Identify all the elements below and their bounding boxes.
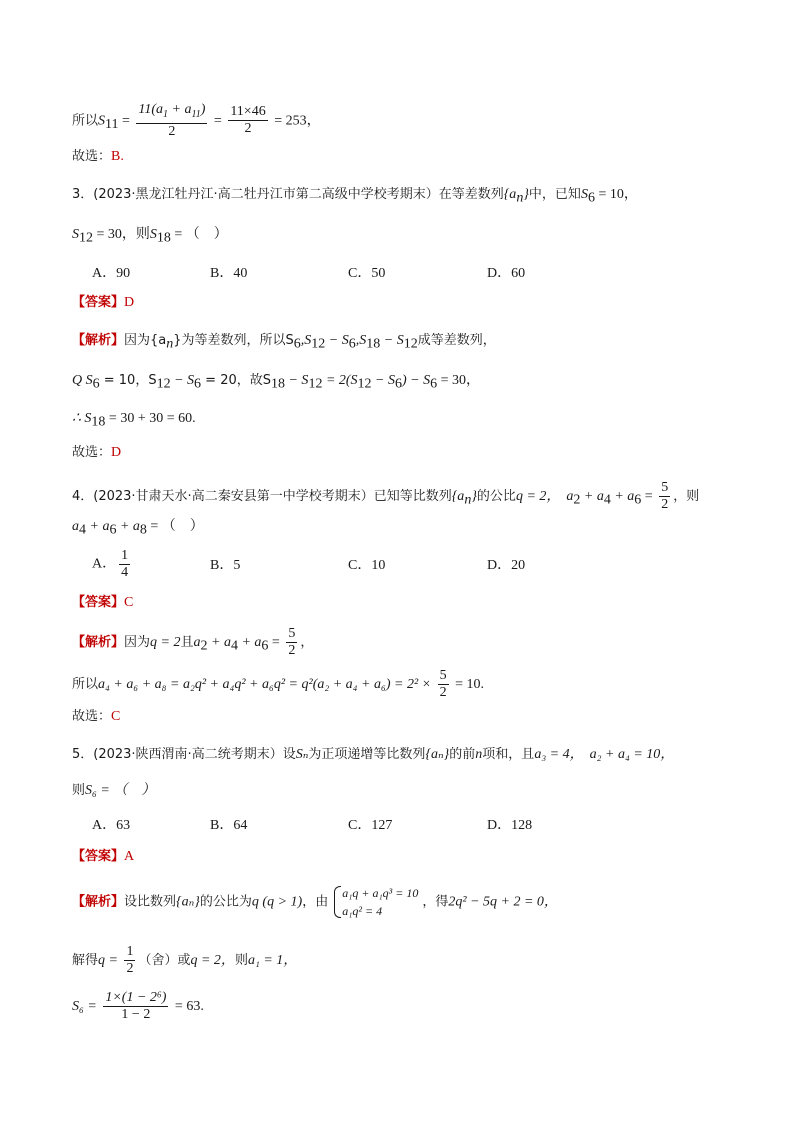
step-c: − S xyxy=(170,373,195,388)
step-d: = 20，故S xyxy=(201,373,271,388)
analysis-s6: 6 xyxy=(293,336,301,352)
analysis-text6: − S xyxy=(380,333,404,348)
q5-final-sum xyxy=(72,990,204,1023)
step-h: ) − S xyxy=(402,373,431,388)
solve-label: 解得 xyxy=(72,953,99,968)
analysis-text2: 的公比为 xyxy=(199,894,252,910)
seq-sub: n xyxy=(464,492,472,508)
analysis-text7: 成等差数列， xyxy=(417,333,496,348)
analysis-sub: n xyxy=(166,336,174,352)
analysis-label: 【解析】 xyxy=(72,894,125,910)
ratio-q: q = 2， xyxy=(515,489,561,504)
analysis-text5: ,S xyxy=(355,333,367,348)
option-a-fraction xyxy=(119,548,130,581)
q4-option-c: C．10 xyxy=(348,558,386,573)
fraction-5-2 xyxy=(659,480,670,513)
q4-answer xyxy=(72,592,133,613)
cond-s: S xyxy=(580,187,588,202)
q3-analysis xyxy=(72,330,496,355)
equation-2: a₁q² = 4 xyxy=(342,904,383,918)
frac-bottom: 2 xyxy=(661,497,669,512)
analysis-text4: − S xyxy=(325,333,349,348)
cond-p2: + a xyxy=(610,489,635,504)
analysis-text: 因为 xyxy=(124,635,151,650)
math-s: S xyxy=(98,113,106,129)
step-f: = 2(S xyxy=(322,373,358,388)
then-label: 则 xyxy=(72,783,86,798)
step-math: a₄ + a₆ + a₈ = a₂q² + a₄q² + a₆q² = q²(a₂ + a₄ + a₆) = 2² × xyxy=(98,677,435,692)
sum-sub1: 4 xyxy=(79,522,86,538)
q4-option-b: B．5 xyxy=(210,558,241,573)
question-blank: S₆ = （ ） xyxy=(85,783,156,798)
q4-option-a xyxy=(92,548,133,581)
q3-step1 xyxy=(72,370,480,395)
analysis-sub1: 2 xyxy=(200,638,208,654)
q5-option-c: C．127 xyxy=(348,818,393,833)
q5-option-b: B．64 xyxy=(210,818,248,833)
analysis-text: 因为{a xyxy=(124,333,167,348)
cond-a3: a₃ = 4， xyxy=(534,747,584,762)
question-5-mid2: 的前 xyxy=(449,747,476,762)
analysis-s6b: 6 xyxy=(348,336,356,352)
question-blank: = （ ） xyxy=(146,519,204,534)
choose-label: 故选： xyxy=(72,445,112,460)
question-3-head xyxy=(72,184,638,209)
n-var: n xyxy=(475,747,483,762)
solve-q2: q = 2， xyxy=(190,953,235,968)
cond-sub1: 2 xyxy=(573,492,581,508)
step-sub7: 6 xyxy=(395,376,402,392)
answer-value: C xyxy=(124,595,134,610)
question-3-source: 3．(2023·黑龙江牡丹江·高二牡丹江市第二高级中学校考期末）在等差数列 xyxy=(72,187,504,202)
q3-option-c: C．50 xyxy=(348,266,386,281)
therefore-s: ∴ S xyxy=(72,411,92,426)
frac-top: 1 xyxy=(121,548,129,563)
analysis-label: 【解析】 xyxy=(72,333,125,348)
analysis-a: a xyxy=(193,635,201,650)
solve-a1: a₁ = 1， xyxy=(247,953,298,968)
cond-sub3: 6 xyxy=(634,492,642,508)
q3-step2 xyxy=(72,408,196,433)
question-blank: = （ ） xyxy=(170,227,228,242)
analysis-q: q = 2 xyxy=(150,635,181,650)
question-4-mid: 的公比 xyxy=(476,489,516,504)
equation-system xyxy=(332,884,418,920)
seq-end: } xyxy=(471,489,477,504)
question-3-line2 xyxy=(72,224,228,249)
s12-sub: 12 xyxy=(79,230,93,246)
seq-notation: {aₙ} xyxy=(425,747,450,762)
analysis-seq: {aₙ} xyxy=(176,894,200,910)
question-5-mid: 为正项递增等比数列 xyxy=(308,747,426,762)
step-a: Q S xyxy=(72,373,93,388)
frac-top: 1 xyxy=(126,944,134,959)
sum-sub2: 6 xyxy=(109,522,117,538)
solution-line-s11 xyxy=(72,102,321,140)
q5-solve xyxy=(72,944,297,977)
step-sub6: 12 xyxy=(357,376,372,392)
question-5-mid3: 项和，且 xyxy=(482,747,535,762)
step-sub2: 12 xyxy=(156,376,171,392)
analysis-q: q (q > 1) xyxy=(251,894,303,910)
solve-then: 则 xyxy=(234,953,248,968)
math-result: = 253， xyxy=(270,113,321,129)
cond-a2a4: a₂ + a₄ = 10， xyxy=(589,747,675,762)
analysis-text: 设比数列 xyxy=(124,894,177,910)
cond-sub: 6 xyxy=(587,190,595,206)
q3-option-a: A．90 xyxy=(92,266,131,281)
analysis-p1: + a xyxy=(207,635,231,650)
analysis-eq: = xyxy=(268,635,284,650)
frac-bottom: 4 xyxy=(121,565,129,580)
frac-top-sub1: 1 xyxy=(163,108,169,120)
answer-label: 【答案】 xyxy=(72,295,125,310)
sum-p1: + a xyxy=(86,519,110,534)
seq-end: } xyxy=(523,187,529,202)
sn: Sₙ xyxy=(295,747,309,762)
therefore-sub: 18 xyxy=(91,414,106,430)
choose-answer: B. xyxy=(111,149,124,164)
math-sub: 11 xyxy=(105,117,119,133)
step-fraction xyxy=(438,668,449,701)
step-result: = 10. xyxy=(451,677,485,692)
cond-eq: = xyxy=(641,489,657,504)
sum-p2: + a xyxy=(116,519,140,534)
step-sub4: 18 xyxy=(270,376,285,392)
analysis-s18: 18 xyxy=(366,336,381,352)
analysis-s12b: 12 xyxy=(403,336,418,352)
frac2-top: 11×46 xyxy=(230,104,266,120)
frac-top: 5 xyxy=(661,480,669,495)
cond-sub2: 4 xyxy=(603,492,611,508)
question-4-line2 xyxy=(72,516,204,541)
text-prefix: 所以 xyxy=(72,113,99,129)
question-5-source: 5．(2023·陕西渭南·高二统考期末）设 xyxy=(72,747,296,762)
question-5-line2 xyxy=(72,780,155,801)
frac-top-a: 11(a xyxy=(138,102,164,117)
frac-top: 5 xyxy=(288,626,296,641)
analysis-and: 且 xyxy=(180,635,194,650)
step-e: − S xyxy=(284,373,309,388)
question-5-head xyxy=(72,744,674,765)
step-i: = 30， xyxy=(437,373,481,388)
q3-answer xyxy=(72,292,134,313)
seq-notation: {a xyxy=(451,489,465,504)
q4-option-d: D．20 xyxy=(487,558,526,573)
s18-sub: 18 xyxy=(156,230,171,246)
analysis-p2: + a xyxy=(237,635,262,650)
solve-q: q = xyxy=(98,953,122,968)
frac-top-end: ) xyxy=(200,102,206,117)
answer-line-prev xyxy=(72,146,124,167)
frac-bottom: 1 − 2 xyxy=(121,1007,151,1022)
sum-label: S₆ = xyxy=(72,999,101,1014)
analysis-text3: ,S xyxy=(300,333,312,348)
sum-result: = 63. xyxy=(171,999,204,1014)
q4-final xyxy=(72,706,120,727)
answer-label: 【答案】 xyxy=(72,595,125,610)
choose-label: 故选： xyxy=(72,709,112,724)
answer-value: D xyxy=(124,295,135,310)
analysis-text2: }为等差数列，所以S xyxy=(173,333,294,348)
option-a-label: A． xyxy=(92,556,117,572)
choose-answer: C xyxy=(111,709,121,724)
step-sub8: 6 xyxy=(430,376,438,392)
frac-bottom: 2 xyxy=(126,961,134,976)
analysis-s12: 12 xyxy=(311,336,326,352)
q5-answer xyxy=(72,846,134,867)
step-sub: 6 xyxy=(92,376,100,392)
choose-answer: D xyxy=(111,445,122,460)
step-prefix: 所以 xyxy=(72,677,99,692)
cond-p1: + a xyxy=(580,489,604,504)
solve-fraction xyxy=(124,944,135,977)
s12: S xyxy=(72,227,79,242)
math-eq2: = xyxy=(210,113,226,129)
cond-tail: ，则 xyxy=(673,489,700,504)
question-3-mid: 中，已知 xyxy=(528,187,581,202)
frac-top: 1×(1 − 2⁶) xyxy=(105,990,167,1005)
analysis-quadratic: 2q² − 5q + 2 = 0， xyxy=(448,894,558,910)
analysis-sub2: 4 xyxy=(230,638,238,654)
frac-top-mid: + a xyxy=(168,102,192,117)
q4-analysis xyxy=(72,626,313,659)
step-g: − S xyxy=(371,373,395,388)
q5-option-a: A．63 xyxy=(92,818,131,833)
q5-option-d: D．128 xyxy=(487,818,533,833)
question-4-source: 4．(2023·甘肃天水·高二秦安县第一中学校考期末）已知等比数列 xyxy=(72,489,452,504)
analysis-text3: ，由 xyxy=(302,894,329,910)
seq-notation: {a xyxy=(503,187,517,202)
step-b: = 10，S xyxy=(99,373,157,388)
cond-a: a xyxy=(566,489,574,504)
sum-fraction xyxy=(103,990,168,1023)
frac-bottom: 2 xyxy=(288,643,296,658)
choose-label: 故选： xyxy=(72,149,112,164)
q3-option-d: D．60 xyxy=(487,266,526,281)
step-sub5: 12 xyxy=(308,376,323,392)
analysis-tail: ， xyxy=(300,635,314,650)
analysis-sub3: 6 xyxy=(261,638,269,654)
seq-sub: n xyxy=(516,190,524,206)
math-eq: = xyxy=(118,113,134,129)
analysis-label: 【解析】 xyxy=(72,635,125,650)
frac-bottom: 2 xyxy=(439,685,447,700)
analysis-fraction xyxy=(286,626,297,659)
solve-mid: （舍）或 xyxy=(138,953,191,968)
sum-a: a xyxy=(72,519,79,534)
fraction-2 xyxy=(228,104,267,137)
s18: S xyxy=(149,227,157,242)
frac2-bottom: 2 xyxy=(244,121,252,137)
step-sub3: 6 xyxy=(194,376,202,392)
q3-option-b: B．40 xyxy=(210,266,248,281)
therefore-val: = 30 + 30 = 60. xyxy=(105,411,196,426)
frac-top-sub2: 11 xyxy=(191,108,201,120)
answer-label: 【答案】 xyxy=(72,849,125,864)
frac-top: 5 xyxy=(439,668,447,683)
q5-analysis xyxy=(72,884,558,920)
sum-sub3: 8 xyxy=(139,522,147,538)
q3-final xyxy=(72,442,121,463)
analysis-text4: ，得 xyxy=(422,894,449,910)
equation-1: a₁q + a₁q³ = 10 xyxy=(342,886,419,900)
q4-step xyxy=(72,668,484,701)
answer-value: A xyxy=(124,849,135,864)
question-4-head xyxy=(72,480,699,513)
s12-val: = 30，则 xyxy=(93,227,150,242)
frac-bottom: 2 xyxy=(168,123,176,139)
fraction-1 xyxy=(136,102,207,140)
cond-val: = 10， xyxy=(594,187,638,202)
